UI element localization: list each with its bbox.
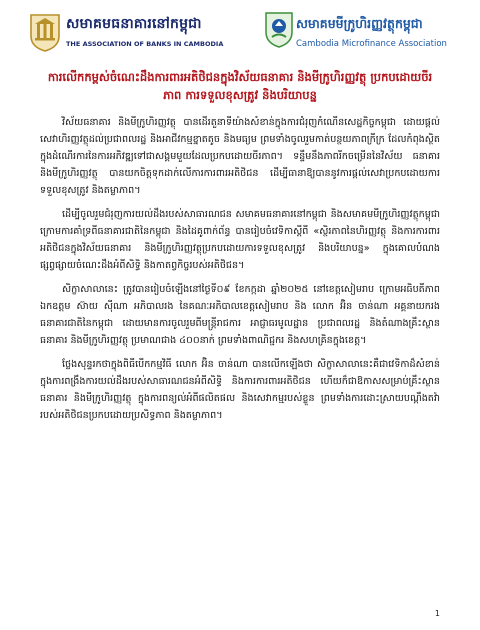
cma-name-khmer: សមាគមមីក្រូហិរញ្ញវត្ថុកម្ពុជា	[296, 16, 423, 31]
abc-name-khmer: សមាគមធនាគារនៅកម្ពុជា	[66, 16, 202, 32]
cma-name-block	[296, 16, 476, 49]
abc-name-block	[66, 14, 236, 48]
paragraph-1: វិស័យធនាគារ និងមីក្រូហិរញ្ញវត្ថុ បានដើរតួនាទីយ៉ាងសំខាន់ក្នុងការជំរុញកំណើនសេដ្ឋកិច្ចកម្ពុជា ដោយផ្តល់សេវាហិរញ្ញវត្ថុដល់ប្រជាពលរដ្ឋ និងអាជីវកម្មខ្នាតតូច និងមធ្យម ព្រមទាំងចូលរួមកាត់បន្ថយភាពក្រីក្រ ដែលកំពុងស្ថិតក្នុងដំណើរការនៃការអភិវឌ្ឍទៅជាសង្គមមួយដែលប្រកបដោយចីរភាព។ ទន្ទឹមនឹងភាពរីកចម្រើននៃវិស័យ ធនាគារ និងមីក្រូហិរញ្ញវត្ថុ បានយកចិត្តទុកដាក់លើការការពារអតិថិជន ដើម្បីធានាឱ្យបាននូវការផ្តល់សេវាប្រកបដោយការទទួលខុសត្រូវ និងតម្លាភាព។	[40, 117, 440, 196]
abc-name-english: THE ASSOCIATION OF BANKS IN CAMBODIA	[66, 40, 224, 48]
abc-logo	[26, 12, 64, 52]
cma-logo	[262, 10, 296, 48]
document-title: ការលើកកម្ពស់ចំណេះដឹងការពារអតិថិជនក្នុងវិស័យធនាគារ និងមីក្រូហិរញ្ញវត្ថុ ប្រកបដោយចីរភាព ការទទួលខុសត្រូវ និងបរិយាបន្ន	[47, 70, 433, 102]
page-number: 1	[434, 609, 440, 618]
paragraph-4: ថ្លែងសុន្ទរកថាក្នុងពិធីបើកកម្មវិធី លោក អ៊ិន ចាន់ណា បានលើកឡើងថា សិក្ខាសាលានេះគឺជាវេទិកាដ៏សំខាន់ក្នុងការពង្រឹងការយល់ដឹងរបស់សាធារណជនអំពីសិទ្ធិ និងការការពារអតិថិជន ហើយក៏ជាឱកាសសម្រាប់គ្រឹះស្ថានធនាគារ និងមីក្រូហិរញ្ញវត្ថុ ក្នុងការពន្យល់អំពីផលិតផល និងសេវាកម្មរបស់ខ្លួន ព្រមទាំងការដោះស្រាយបណ្តឹងតវ៉ារបស់អតិថិជនប្រកបដោយប្រសិទ្ធភាព និងតម្លាភាព។	[40, 359, 440, 421]
document-body	[40, 114, 440, 431]
page-header	[0, 0, 480, 66]
cma-name-english: Cambodia Microfinance Association	[296, 39, 447, 49]
paragraph-2: ដើម្បីចូលរួមជំរុញការយល់ដឹងរបស់សាធារណជន សមាគមធនាគារនៅកម្ពុជា និងសមាគមមីក្រូហិរញ្ញវត្ថុកម្ពុជា ក្រោមការគាំទ្រពីធនាគារជាតិនៃកម្ពុជា និងដៃគូពាក់ព័ន្ធ បានរៀបចំវេទិកាស្តីពី «ស្ថិរភាពនៃហិរញ្ញវត្ថុ និងការការពារអតិថិជនក្នុងវិស័យធនាគារ និងមីក្រូហិរញ្ញវត្ថុប្រកបដោយការទទួលខុសត្រូវ និងបរិយាបន្ន» ក្នុងគោលបំណងផ្សព្វផ្សាយចំណេះដឹងអំពីសិទ្ធិ និងកាតព្វកិច្ចរបស់អតិថិជន។	[40, 209, 440, 271]
paragraph-3: សិក្ខាសាលានេះ ត្រូវបានរៀបចំឡើងនៅថ្ងៃទី០៩ ខែកក្កដា ឆ្នាំ២០២៥ នៅខេត្តសៀមរាប ក្រោមអធិបតីភាព ឯកឧត្តម ស៊ាយ ស៊ីណា អភិបាលរង នៃគណៈអភិបាលខេត្តសៀមរាប និង លោក អ៊ិន ចាន់ណា អគ្គនាយករងធនាគារជាតិនៃកម្ពុជា ដោយមានការចូលរួមពីមន្ត្រីរាជការ អាជ្ញាធរមូលដ្ឋាន ប្រជាពលរដ្ឋ និងតំណាងគ្រឹះស្ថានធនាគារ និងមីក្រូហិរញ្ញវត្ថុ ប្រមាណជាង ៤០០នាក់ ព្រមទាំងពាណិជ្ជករ និងសហគ្រិនក្នុងខេត្ត។	[40, 284, 440, 346]
